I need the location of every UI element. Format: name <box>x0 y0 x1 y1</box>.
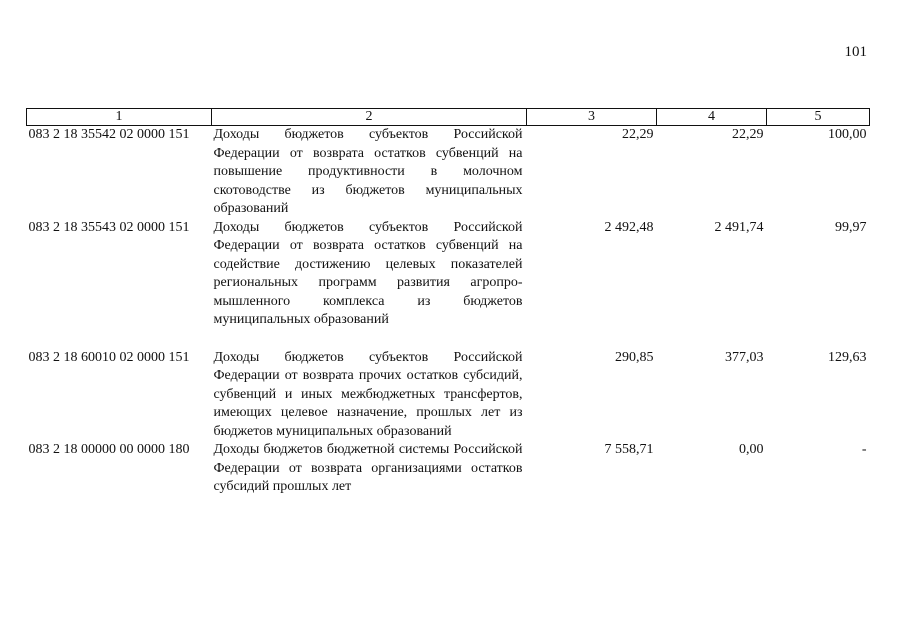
budget-table-container <box>26 108 869 497</box>
header-col-5: 5 <box>767 109 870 126</box>
row-value-col4: 0,00 <box>739 442 764 457</box>
table-row <box>27 330 870 442</box>
table-row <box>27 126 870 219</box>
row-description: Доходы бюджетов субъектов Российской Федерации от возврата остатков субвенций на содействие достижению целевых показателей региональных программ развития агропромышленного комплекса из бюджетов муниципальных образований <box>213 219 523 327</box>
header-row <box>27 109 870 126</box>
row-code: 083 2 18 00000 00 0000 180 <box>28 442 190 457</box>
row-description: Доходы бюджетов субъектов Российской Федерации от возврата остатков субвенций на повышение продуктивности в молочном скотоводстве из бюджетов муниципальных образований <box>213 127 523 216</box>
row-value-col4: 377,03 <box>725 349 764 365</box>
row-value-col4: 22,29 <box>732 127 764 142</box>
row-value-col5: 129,63 <box>828 349 867 365</box>
header-col-2: 2 <box>212 109 527 126</box>
row-code: 083 2 18 35543 02 0000 151 <box>28 219 190 235</box>
header-col-3: 3 <box>527 109 657 126</box>
row-value-col4: 2 491,74 <box>714 219 764 235</box>
row-value-col5: 99,97 <box>835 219 867 235</box>
row-code: 083 2 18 35542 02 0000 151 <box>28 127 190 142</box>
row-value-col3: 22,29 <box>622 127 654 142</box>
row-value-col3: 2 492,48 <box>604 219 654 235</box>
header-col-4: 4 <box>657 109 767 126</box>
row-value-col5: 100,00 <box>828 127 867 142</box>
row-value-col5: - <box>861 442 867 457</box>
row-description: Доходы бюджетов субъектов Российской Федерации от возврата прочих остатков субсидий, субвенций и иных межбюджетных трансфертов, имеющих целевое назначение, прошлых лет из бюджетов муниципальных образований <box>213 349 523 439</box>
table-row <box>27 219 870 330</box>
row-code: 083 2 18 60010 02 0000 151 <box>28 349 190 365</box>
row-description: Доходы бюджетов бюджетной системы Российской Федерации от возврата организациями остатков субсидий прошлых лет <box>213 442 523 494</box>
header-col-1: 1 <box>27 109 212 126</box>
page-number: 101 <box>844 44 867 60</box>
row-value-col3: 290,85 <box>615 349 654 365</box>
budget-table <box>26 108 870 497</box>
row-value-col3: 7 558,71 <box>604 442 654 457</box>
table-row <box>27 441 870 497</box>
